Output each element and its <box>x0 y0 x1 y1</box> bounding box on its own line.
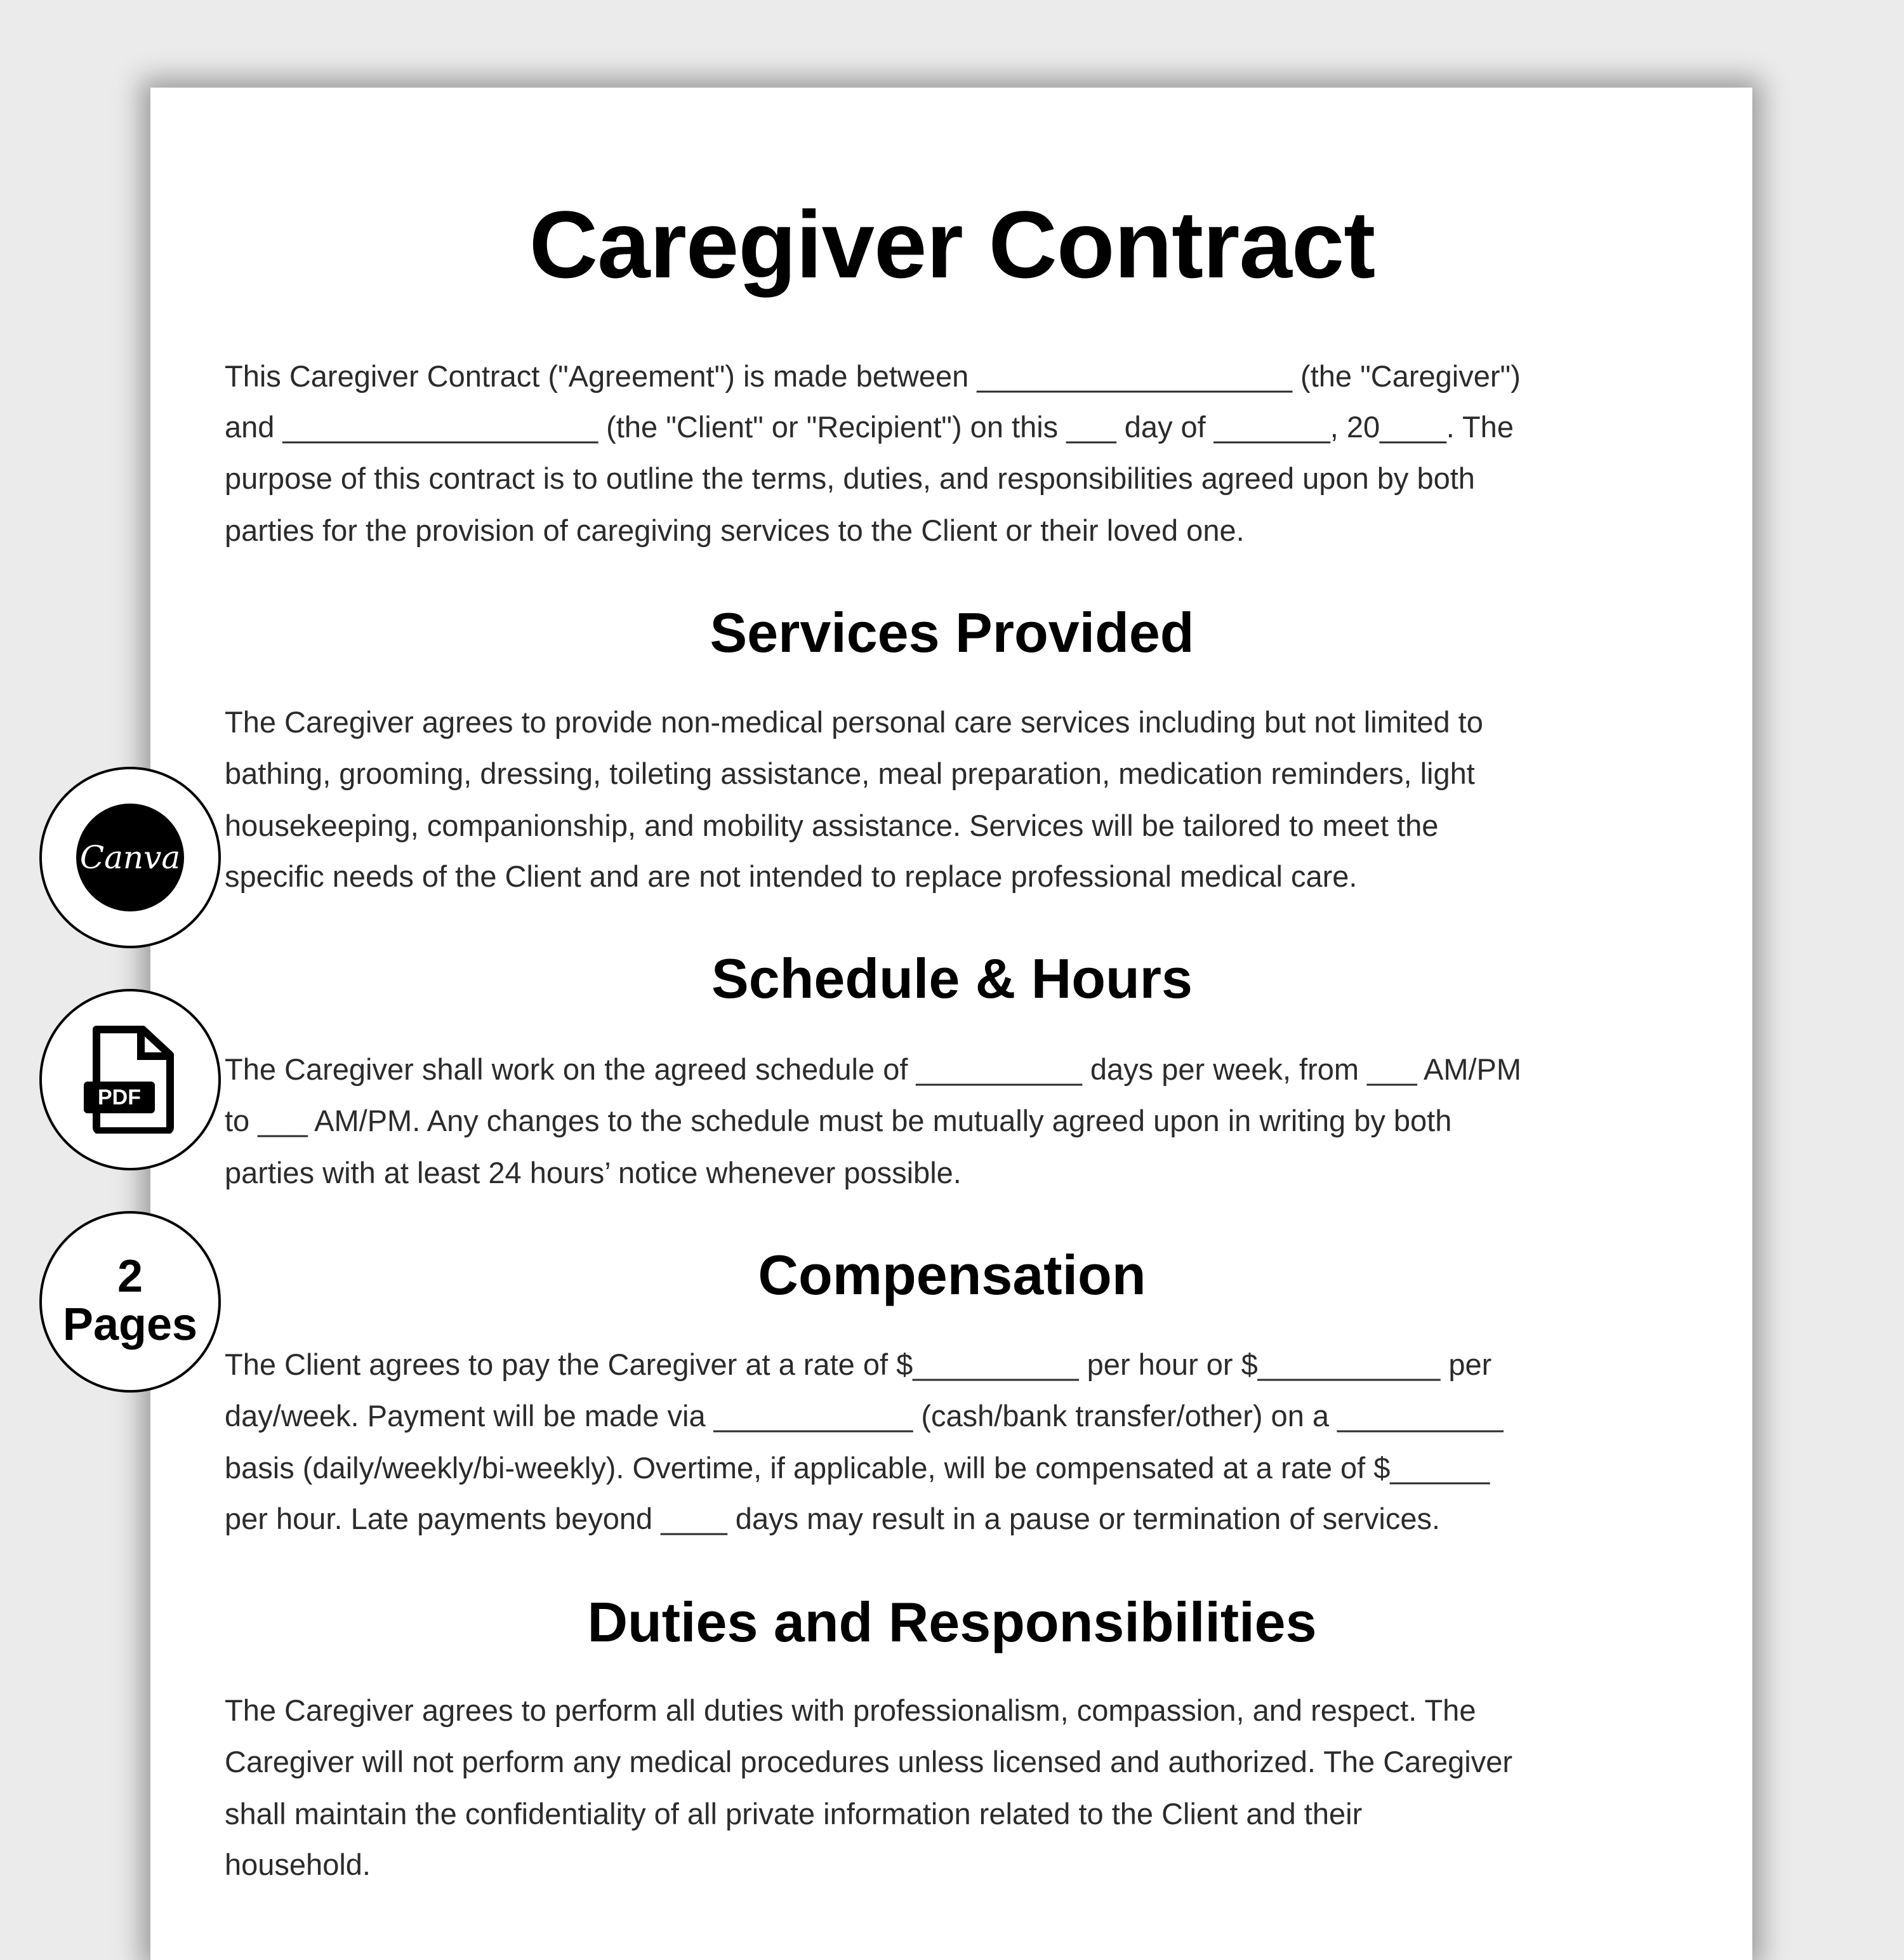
section-heading: Compensation <box>758 1243 1146 1306</box>
pdf-badge <box>39 989 221 1170</box>
section-heading: Schedule & Hours <box>711 947 1193 1010</box>
document-title: Caregiver Contract <box>529 191 1375 298</box>
pages-label: Pages <box>62 1299 198 1350</box>
paragraph-line: per hour. Late payments beyond ____ days may result in a pause or termination of services. <box>225 1502 1441 1535</box>
paragraph-line: The Caregiver agrees to perform all duties with professionalism, compassion, and respect. The <box>225 1693 1476 1727</box>
paragraph-line: Caregiver will not perform any medical procedures unless licensed and authorized. The Caregiver <box>225 1745 1512 1778</box>
intro-line: and ___________________ (the "Client" or "Recipient") on this ___ day of _______, 20____. The <box>225 410 1514 444</box>
paragraph-line: to ___ AM/PM. Any changes to the schedule must be mutually agreed upon in writing by both <box>225 1104 1452 1137</box>
pages-badge <box>39 1211 221 1393</box>
intro-line: parties for the provision of caregiving services to the Client or their loved one. <box>225 513 1245 547</box>
paragraph-line: shall maintain the confidentiality of all private information related to the Client and their <box>225 1797 1363 1831</box>
paragraph-line: household. <box>225 1848 371 1881</box>
intro-line: purpose of this contract is to outline the terms, duties, and responsibilities agreed upon by both <box>225 461 1475 495</box>
canva-badge <box>39 767 221 948</box>
pdf-file-icon <box>83 1026 178 1134</box>
pdf-label: PDF <box>98 1085 141 1109</box>
pages-count: 2 <box>117 1251 143 1302</box>
section-heading: Services Provided <box>710 601 1194 664</box>
section-heading: Duties and Responsibilities <box>587 1591 1317 1653</box>
paragraph-line: bathing, grooming, dressing, toileting assistance, meal preparation, medication reminders, light <box>225 757 1475 790</box>
canva-label: Canva <box>79 839 181 876</box>
paragraph-line: housekeeping, companionship, and mobility assistance. Services will be tailored to meet the <box>225 809 1439 842</box>
paragraph-line: specific needs of the Client and are not intended to replace professional medical care. <box>225 859 1358 893</box>
canva-logo-icon <box>76 804 184 911</box>
paragraph-line: day/week. Payment will be made via ____________ (cash/bank transfer/other) on a __________ <box>225 1399 1504 1433</box>
intro-line: This Caregiver Contract ("Agreement") is made between ___________________ (the "Caregiver") <box>225 359 1521 393</box>
paragraph-line: parties with at least 24 hours’ notice whenever possible. <box>225 1156 962 1189</box>
paragraph-line: The Caregiver shall work on the agreed schedule of __________ days per week, from ___ AM/PM <box>225 1052 1522 1086</box>
paragraph-line: basis (daily/weekly/bi-weekly). Overtime, if applicable, will be compensated at a rate of $______ <box>225 1451 1490 1485</box>
paragraph-line: The Client agrees to pay the Caregiver at a rate of $__________ per hour or $___________ per <box>225 1348 1492 1381</box>
paragraph-line: The Caregiver agrees to provide non-medical personal care services including but not limited to <box>225 705 1483 739</box>
